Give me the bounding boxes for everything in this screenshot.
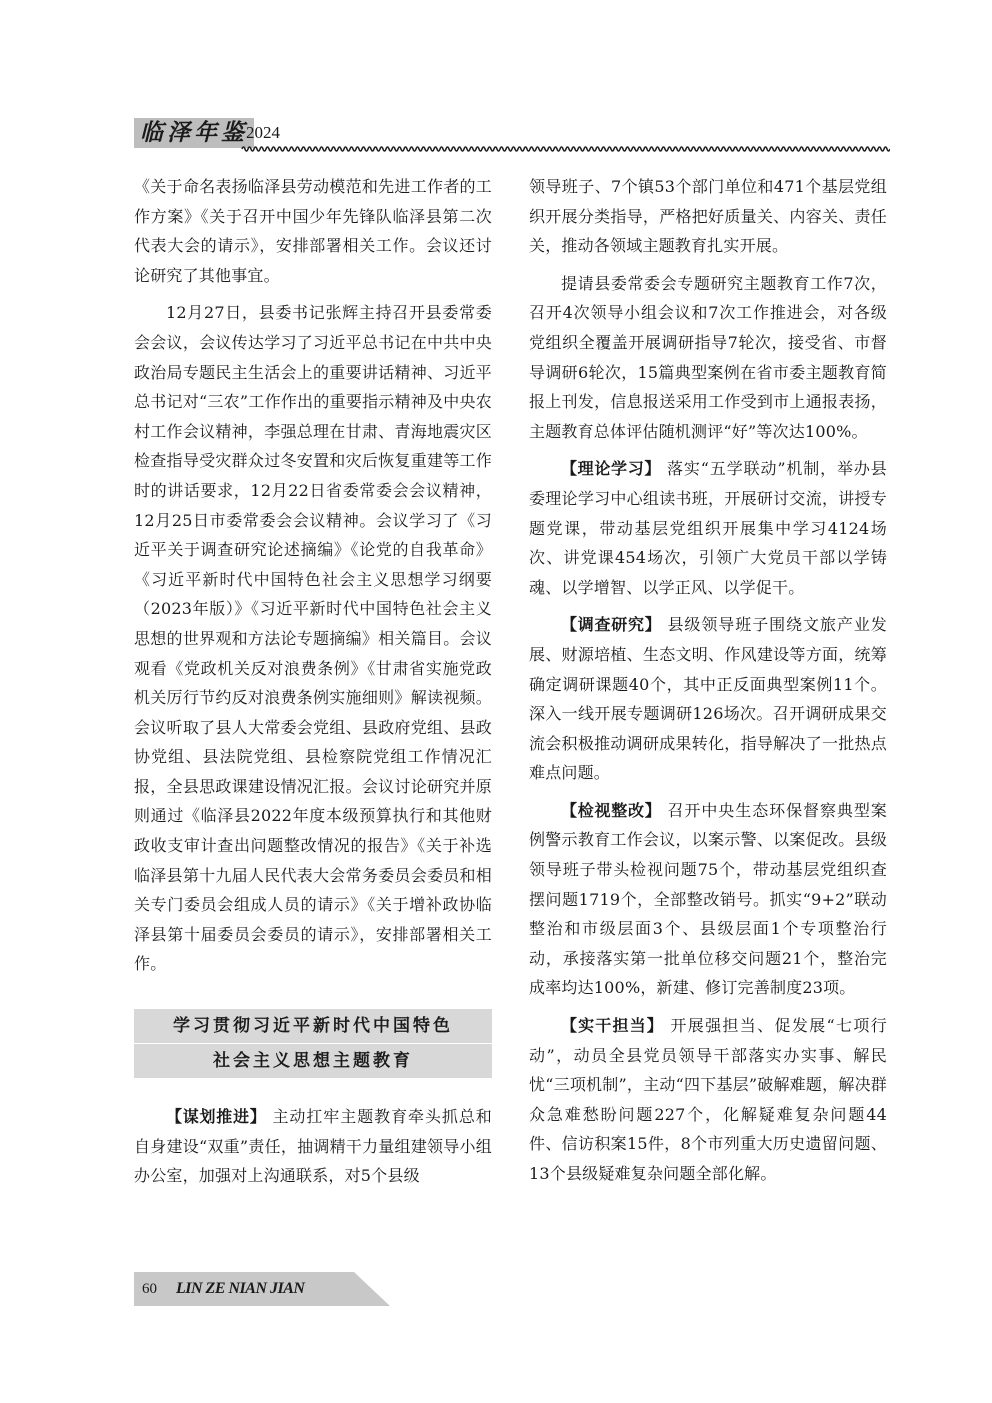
tag-rectification: 【检视整改】 [561, 800, 662, 820]
paragraph-meeting-dec27: 12月27日，县委书记张辉主持召开县委常委会会议，会议传达学习了习近平总书记在中共中央政治局专题民主生活会上的重要讲话精神、习近平总书记对“三农”工作作出的重要指示精神及中央农村工作会议精神，李强总理在甘肃、青海地震灾区检查指导受灾群众过冬安置和灾后恢复重建等工作时的讲话要求，12月22日省委常委会会议精神，12月25日市委常委会会议精神。会议学习了《习近平关于调查研究论述摘编》《论党的自我革命》《习近平新时代中国特色社会主义思想学习纲要（2023年版）》《习近平新时代中国特色社会主义思想的世界观和方法论专题摘编》相关篇目。会议观看《党政机关反对浪费条例》《甘肃省实施党政机关厉行节约反对浪费条例实施细则》解读视频。会议听取了县人大常委会党组、县政府党组、县政协党组、县法院党组、县检察院党组工作情况汇报，全县思政课建设情况汇报。会议讨论研究并原则通过《临泽县2022年度本级预算执行和其他财政收支审计查出问题整改情况的报告》《关于补选临泽县第十九届人民代表大会常务委员会委员和相关专门委员会组成人员的请示》《关于增补政协临泽县第十届委员会委员的请示》，安排部署相关工作。 [134, 303, 492, 974]
tag-theory: 【理论学习】 [561, 459, 662, 479]
paragraph-guidance: 领导班子、7个镇53个部门单位和471个基层党组织开展分类指导，严格把好质量关、内容关、责任关，推动各领域主题教育扎实开展。 [529, 177, 887, 256]
wavy-rule [134, 144, 890, 154]
yearbook-year: 2024 [246, 123, 280, 142]
tag-research: 【调查研究】 [561, 615, 662, 635]
paragraph-continued: 《关于命名表扬临泽县劳动模范和先进工作者的工作方案》《关于召开中国少年先锋队临泽县第二次代表大会的请示》，安排部署相关工作。会议还讨论研究了其他事宜。 [134, 177, 492, 285]
left-column [134, 172, 492, 1191]
running-header [134, 114, 890, 154]
paragraph-rectification-text: 召开中央生态环保督察典型案例警示教育工作会议，以案示警、以案促改。县级领导班子带头检视问题75个，带动基层党组织查摆问题1719个，全部整改销号。抓实“9+2”联动整治和市级层面3个、县级层面1个专项整治行动，承接落实第一批单位移交问题21个，整治完成率均达100%，新建、修订完善制度23项。 [529, 800, 887, 998]
right-column [529, 172, 887, 1189]
section-heading-line1: 学习贯彻习近平新时代中国特色 [134, 1009, 492, 1043]
footer-publication-name: LIN ZE NIAN JIAN [176, 1280, 305, 1297]
paragraph-action [529, 1011, 887, 1189]
section-heading-line2: 社会主义思想主题教育 [134, 1043, 492, 1078]
paragraph-committee: 提请县委常委会专题研究主题教育工作7次，召开4次领导小组会议和7次工作推进会，对各级党组织全覆盖开展调研指导7轮次，接受省、市督导调研6轮次，15篇典型案例在省市委主题教育简报上刊发，信息报送采用工作受到市上通报表扬，主题教育总体评估随机测评“好”等次达100%。 [529, 273, 887, 441]
paragraph-research-text: 县级领导班子围绕文旅产业发展、财源培植、生态文明、作风建设等方面，统筹确定调研课题40个，其中正反面典型案例11个。深入一线开展专题调研126场次。召开调研成果交流会积极推动调研成果转化，指导解决了一批热点难点问题。 [529, 615, 887, 783]
section-heading [134, 1009, 492, 1078]
paragraph-action-text: 开展强担当、促发展“七项行动”，动员全县党员领导干部落实办实事、解民忧“三项机制”，主动“四下基层”破解难题，解决群众急难愁盼问题227个，化解疑难复杂问题44件、信访积案15件，8个市列重大历史遗留问题、13个县级疑难复杂问题全部化解。 [529, 1016, 887, 1183]
yearbook-title: 临泽年鉴 [134, 118, 254, 148]
tag-planning: 【谋划推进】 [166, 1107, 267, 1127]
running-footer [134, 1272, 434, 1306]
paragraph-planning [134, 1102, 492, 1191]
page-number: 60 [142, 1281, 157, 1297]
paragraph-rectification [529, 796, 887, 1003]
paragraph-planning-text: 主动扛牢主题教育牵头抓总和自身建设“双重”责任，抽调精干力量组建领导小组办公室，加强对上沟通联系，对5个县级 [134, 1107, 492, 1186]
paragraph-theory [529, 454, 887, 602]
tag-action: 【实干担当】 [561, 1016, 664, 1036]
paragraph-theory-text: 落实“五学联动”机制，举办县委理论学习中心组读书班，开展研讨交流，讲授专题党课，带动基层党组织开展集中学习4124场次、讲党课454场次，引领广大党员干部以学铸魂、以学增智、以学正风、以学促干。 [529, 459, 887, 597]
paragraph-research [529, 610, 887, 788]
